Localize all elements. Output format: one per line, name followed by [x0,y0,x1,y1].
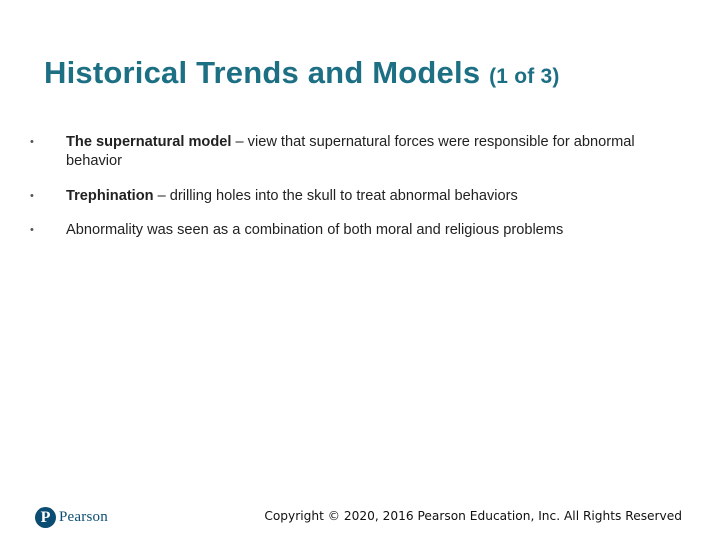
bullet-item [30,221,670,240]
bullet-dot-icon: • [30,223,34,236]
bullet-item [30,133,670,170]
bullet-text: – drilling holes into the skull to treat abnormal behaviors [153,188,518,204]
bullet-term: Trephination [66,188,154,204]
bullet-dot-icon: • [30,136,34,148]
bullet-term: The supernatural model [66,134,232,150]
bullet-text: – view that supernatural forces were responsible for abnormal behavior [66,134,635,169]
bullet-text: Abnormality was seen as a combination of both moral and religious problems [66,221,564,238]
bullet-list [30,133,670,239]
pearson-logo-icon: P [35,507,56,528]
bullet-item [30,187,670,206]
pearson-logo [35,505,108,530]
bullet-dot-icon: • [30,190,34,202]
pearson-logo-wordmark: Pearson [59,509,108,525]
copyright-notice: Copyright © 2020, 2016 Pearson Education, Inc. All Rights Reserved [264,509,682,523]
slide-title-main: Historical Trends and Models [44,55,481,90]
slide-title [44,55,560,91]
slide-title-part-indicator: (1 of 3) [489,65,560,88]
